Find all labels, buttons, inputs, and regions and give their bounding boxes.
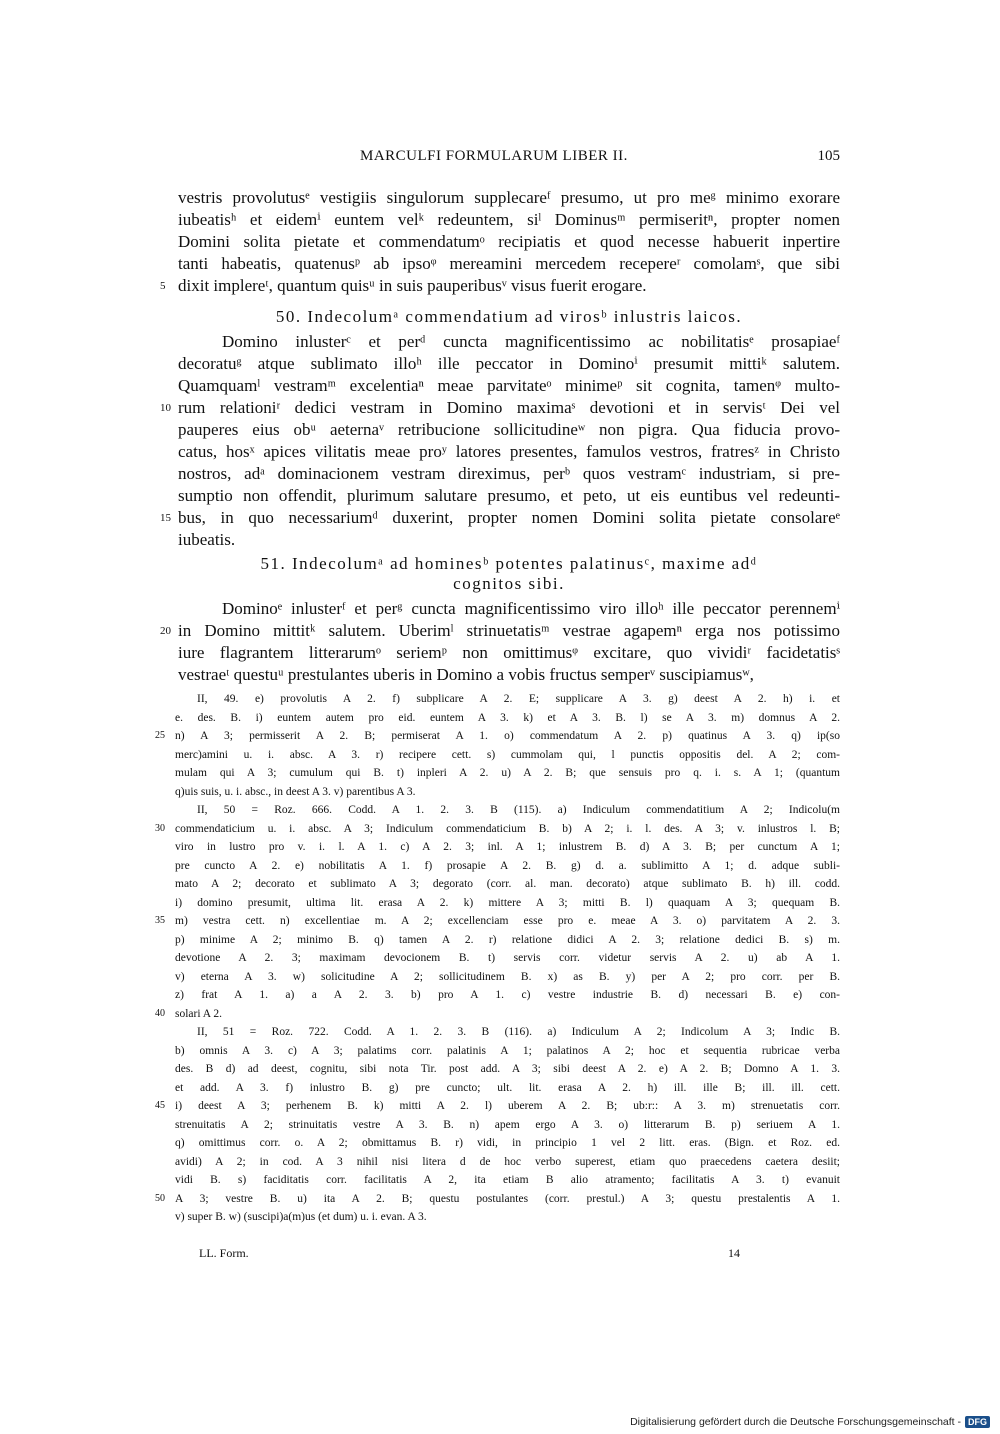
note-line-text: mulam qui A 3; cumulum qui B. t) inpleri A 2. u) A 2. B; que sensuis pro q. i. s. A 1; (quantum (175, 767, 840, 779)
body-line-text: Quamquamˡ vestramᵐ excelentiaⁿ meae parvitateᵒ minimeᵖ sit cognita, tamenᵠ multo- (178, 376, 840, 395)
line-number: 5 (160, 280, 166, 292)
note-line (155, 1097, 840, 1116)
body-line-text: Domini solita pietate et commendatumᵒ recipiatis et quod necesse habuerit inpertire (178, 232, 840, 251)
note-line (175, 1060, 840, 1079)
note-line (175, 764, 840, 783)
line-number: 50 (155, 1192, 165, 1204)
note-line (175, 1134, 840, 1153)
note-line (155, 1005, 840, 1024)
line-number: 10 (160, 402, 171, 414)
note-line-text: vidi B. s) faciditatis corr. facilitatis A 2, ita etiam B alio atramento; facilitatis A 3. t) evanuit (175, 1174, 840, 1186)
body-line-text: in Domino mittitᵏ salutem. Uberimˡ strinuetatisᵐ vestrae agapemⁿ erga nos potissimo (178, 621, 840, 640)
running-header (178, 148, 840, 172)
digitization-credit (630, 1416, 990, 1428)
body-line (178, 664, 840, 686)
note-line (175, 968, 840, 987)
note-line-text: des. B d) ad deest, cognitu, sibi nota Tir. post add. A 3; sibi deest A 2. e) A 2. B; Domno A 1. 3. (175, 1063, 840, 1075)
body-line (178, 598, 840, 620)
text-block-formula-50 (160, 331, 840, 551)
note-line (175, 1208, 840, 1227)
note-line-text: e. des. B. i) euntem autem pro eid. euntem A 3. k) et A 3. B. l) se A 3. m) domnus A 2. (175, 711, 840, 724)
body-line-text: rum relationiʳ dedici vestram in Domino maximaˢ devotioni et in servisᵗ Dei vel (178, 398, 840, 417)
body-line-text: dixit implereᵗ, quantum quisᵘ in suis pauperibusᵛ visus fuerit erogare. (178, 276, 647, 295)
running-title: MARCULFI FORMULARUM LIBER II. (360, 148, 628, 164)
note-line (175, 986, 840, 1005)
note-line (175, 690, 840, 709)
note-line-text: v) eterna A 3. w) solicitudine A 2; sollicitudinem B. x) as B. y) per A 2; pro corr. per B. (175, 970, 840, 983)
note-line-text: p) minime A 2; minimo B. q) tamen A 2. r) relatione didici A 2. 3; relatione dedici B. s) m. (175, 933, 840, 946)
heading-formula-51-line2: cognitos sibi. (453, 574, 565, 593)
line-number: 45 (155, 1100, 165, 1111)
body-line-text: iure flagrantem litterarumᵒ seriemᵖ non omittimusᵠ excitare, quo vividiʳ facidetatisˢ (178, 643, 840, 662)
body-line (178, 253, 840, 275)
note-line-text: et add. A 3. f) inlustro B. g) pre cuncto; ult. lit. erasa A 2. h) ill. ille B; ill. ill. cett. (175, 1081, 840, 1094)
body-line-text: nostros, adᵃ dominacionem vestram direximus, perᵇ quos vestramᶜ industriam, si pre- (178, 464, 840, 483)
note-line (155, 820, 840, 839)
heading-formula-51-line1: 51. Indecolumᵃ ad hominesᵇ potentes palatinusᶜ, maxime adᵈ (260, 554, 758, 573)
note-line-text: n) A 3; permisserit A 2. B; permiserat A 1. o) commendatum A 2. p) quatinus A 3. q) ip(so (175, 730, 840, 742)
body-line-text: iubeatis. (178, 530, 236, 549)
note-line-text: strenuitatis A 2; strinuitatis vestre A 3. B. n) apem ergo A 3. o) litterarum B. p) seriuem A 1. (175, 1118, 840, 1131)
body-line-text: Dominoᵉ inlusterᶠ et perᵍ cuncta magnificentissimo viro illoʰ ille peccator perennemⁱ (222, 599, 840, 618)
text-block-formula-51 (160, 598, 840, 686)
note-line-text: i) deest A 3; perhenem B. k) mitti A 2. l) uberem A 2. B; ub:r:: A 3. m) strenuetatis corr. (175, 1100, 840, 1112)
body-line-text: vestris provolutusᵉ vestigiis singulorum supplecareᶠ presumo, ut pro meᵍ minimo exorare (178, 188, 840, 207)
note-line-text: A 3; vestre B. u) ita A 2. B; questu postulantes (corr. prestul.) A 3; questu prestalentis A 1. (175, 1192, 840, 1205)
body-line (160, 397, 840, 419)
note-line (155, 727, 840, 746)
note-line-text: viro in lustro pro v. i. l. A 1. c) A 2. 3; inl. A 1; inlustrem B. d) A 3. B; per cunctum A 1; (175, 841, 840, 853)
note-line (155, 912, 840, 931)
note-line (175, 746, 840, 765)
line-number: 35 (155, 915, 165, 926)
body-line (178, 419, 840, 441)
note-line (175, 1116, 840, 1135)
note-line-text: commendaticium u. i. absc. A 3; Indiculum commendaticium B. b) A 2; i. l. des. A 3; v. inlustros l. B; (175, 822, 840, 835)
note-line-text: pre cuncto A 2. e) nobilitatis A 1. f) prosapie A 2. B. g) d. a. sublimitto A 1; d. adque subli- (175, 859, 840, 872)
line-number: 15 (160, 512, 171, 524)
note-line (175, 1153, 840, 1172)
note-line-text: avidi) A 2; in cod. A 3 nihil nisi litera d de hoc verbo superest, etiam quo praecedens caetera desiit; (175, 1155, 840, 1168)
body-line (160, 507, 840, 529)
body-line-text: Domino inlusterᶜ et perᵈ cuncta magnificentissimo ac nobilitatisᵉ prosapiaeᶠ (222, 332, 840, 351)
note-line-text: devotione A 2. 3; maximam devocionem B. t) servis corr. videtur servis A 2. u) ab A 1. (175, 952, 840, 964)
note-line-text: II, 49. e) provolutis A 2. f) subplicare A 2. E; supplicare A 3. g) deest A 2. h) i. et (197, 693, 840, 705)
note-line (155, 1190, 840, 1209)
note-line-text: II, 51 = Roz. 722. Codd. A 1. 2. 3. B (116). a) Indiculum A 2; Indicolum A 3; Indic B. (197, 1026, 840, 1038)
body-line (160, 620, 840, 642)
body-line (178, 375, 840, 397)
note-line (175, 931, 840, 950)
body-line (178, 441, 840, 463)
page-number: 105 (817, 148, 840, 164)
note-line-text: i) domino presumit, ultima lit. erasa A 2. k) mittere A 3; mitti B. l) quaquam A 3; quequam B. (175, 896, 840, 909)
text-block-formula-49-end (160, 187, 840, 297)
note-line (175, 838, 840, 857)
body-line-text: vestraeᵗ questuᵘ prestulantes uberis in Domino a vobis fructus semperᵛ suscipiamusʷ, (178, 665, 754, 684)
dfg-logo: DFG (965, 1416, 990, 1428)
note-line (175, 1042, 840, 1061)
body-line (178, 463, 840, 485)
note-line (175, 857, 840, 876)
note-line (175, 1079, 840, 1098)
body-line-text: bus, in quo necessariumᵈ duxerint, propter nomen Domini solita pietate consolareᵉ (178, 508, 840, 527)
body-line (178, 485, 840, 507)
signature-mark-left: LL. Form. (199, 1246, 249, 1260)
signature-mark-right: 14 (728, 1246, 740, 1260)
note-line-text: z) frat A 1. a) a A 2. 3. b) pro A 1. c) vestre industrie B. d) necessari B. e) con- (175, 989, 840, 1001)
body-line-text: sumptio non offendit, plurimum salutare presumo, et peto, ut eis euntibus vel redeunti- (178, 486, 840, 505)
body-line-text: iubeatisʰ et eidemⁱ euntem velᵏ redeuntem, siˡ Dominusᵐ permiseritⁿ, propter nomen (178, 210, 840, 229)
body-line (178, 642, 840, 664)
line-number: 25 (155, 730, 165, 741)
body-line-text: decoratuᵍ atque sublimato illoʰ ille peccator in Dominoⁱ presumit mittiᵏ salutem. (178, 354, 840, 373)
note-line-text: b) omnis A 3. c) A 3; palatims corr. palatinis A 1; palatinos A 2; hoc et sequentia rubricae verba (175, 1044, 840, 1057)
note-line (175, 801, 840, 820)
note-line-text: merc)amini u. i. absc. A 3. r) recipere cett. s) cummolam qui, l punctis oppositis del. A 2; com- (175, 748, 840, 761)
body-line-text: tanti habeatis, quatenusᵖ ab ipsoᵠ mereamini mercedem recepereʳ comolamˢ, que sibi (178, 254, 840, 273)
note-line (175, 949, 840, 968)
line-number: 40 (155, 1007, 165, 1019)
body-line-text: catus, hosˣ apices vilitatis meae proʸ latores presentes, famulos vestros, fratresᶻ in Christo (178, 442, 840, 461)
note-line (175, 894, 840, 913)
body-line-text: pauperes eius obᵘ aeternaᵛ retribucione sollicitudineʷ non pigra. Qua fiducia provo- (178, 420, 840, 439)
note-line-text: solari A 2. (175, 1007, 222, 1020)
body-line (178, 209, 840, 231)
note-line (175, 783, 840, 802)
note-line-text: II, 50 = Roz. 666. Codd. A 1. 2. 3. B (115). a) Indiculum commendatitium A 2; Indicolu(m (197, 804, 840, 816)
note-line-text: mato A 2; decorato et sublimato A 3; degorato (corr. al. man. decorato) atque sublimato B. h) ill. codd. (175, 878, 840, 890)
note-line (175, 1023, 840, 1042)
note-line-text: q)uis suis, u. i. absc., in deest A 3. v) parentibus A 3. (175, 785, 416, 798)
note-line (175, 1171, 840, 1190)
body-line (178, 353, 840, 375)
heading-formula-50: 50. Indecolumᵃ commendatium ad virosᵇ inlustris laicos. (275, 307, 743, 326)
body-line (178, 187, 840, 209)
credit-text: Digitalisierung gefördert durch die Deutsche Forschungsgemeinschaft - (630, 1416, 961, 1428)
body-line (178, 331, 840, 353)
body-line (160, 275, 840, 297)
note-line-text: m) vestra cett. n) excellentiae m. A 2; excellenciam esse pro e. meae A 3. o) parvitatem A 2. 3. (175, 915, 840, 927)
critical-apparatus (155, 690, 840, 1227)
line-number: 30 (155, 822, 165, 834)
note-line (175, 875, 840, 894)
line-number: 20 (160, 625, 171, 637)
body-line (178, 231, 840, 253)
note-line-text: v) super B. w) (suscipi)a(m)us (et dum) u. i. evan. A 3. (175, 1211, 427, 1223)
body-line (178, 529, 840, 551)
note-line-text: q) omittimus corr. o. A 2; obmittamus B. r) vidi, in principio 1 vel 2 litt. eras. (Bign. et Roz. ed. (175, 1137, 840, 1149)
note-line (175, 709, 840, 728)
